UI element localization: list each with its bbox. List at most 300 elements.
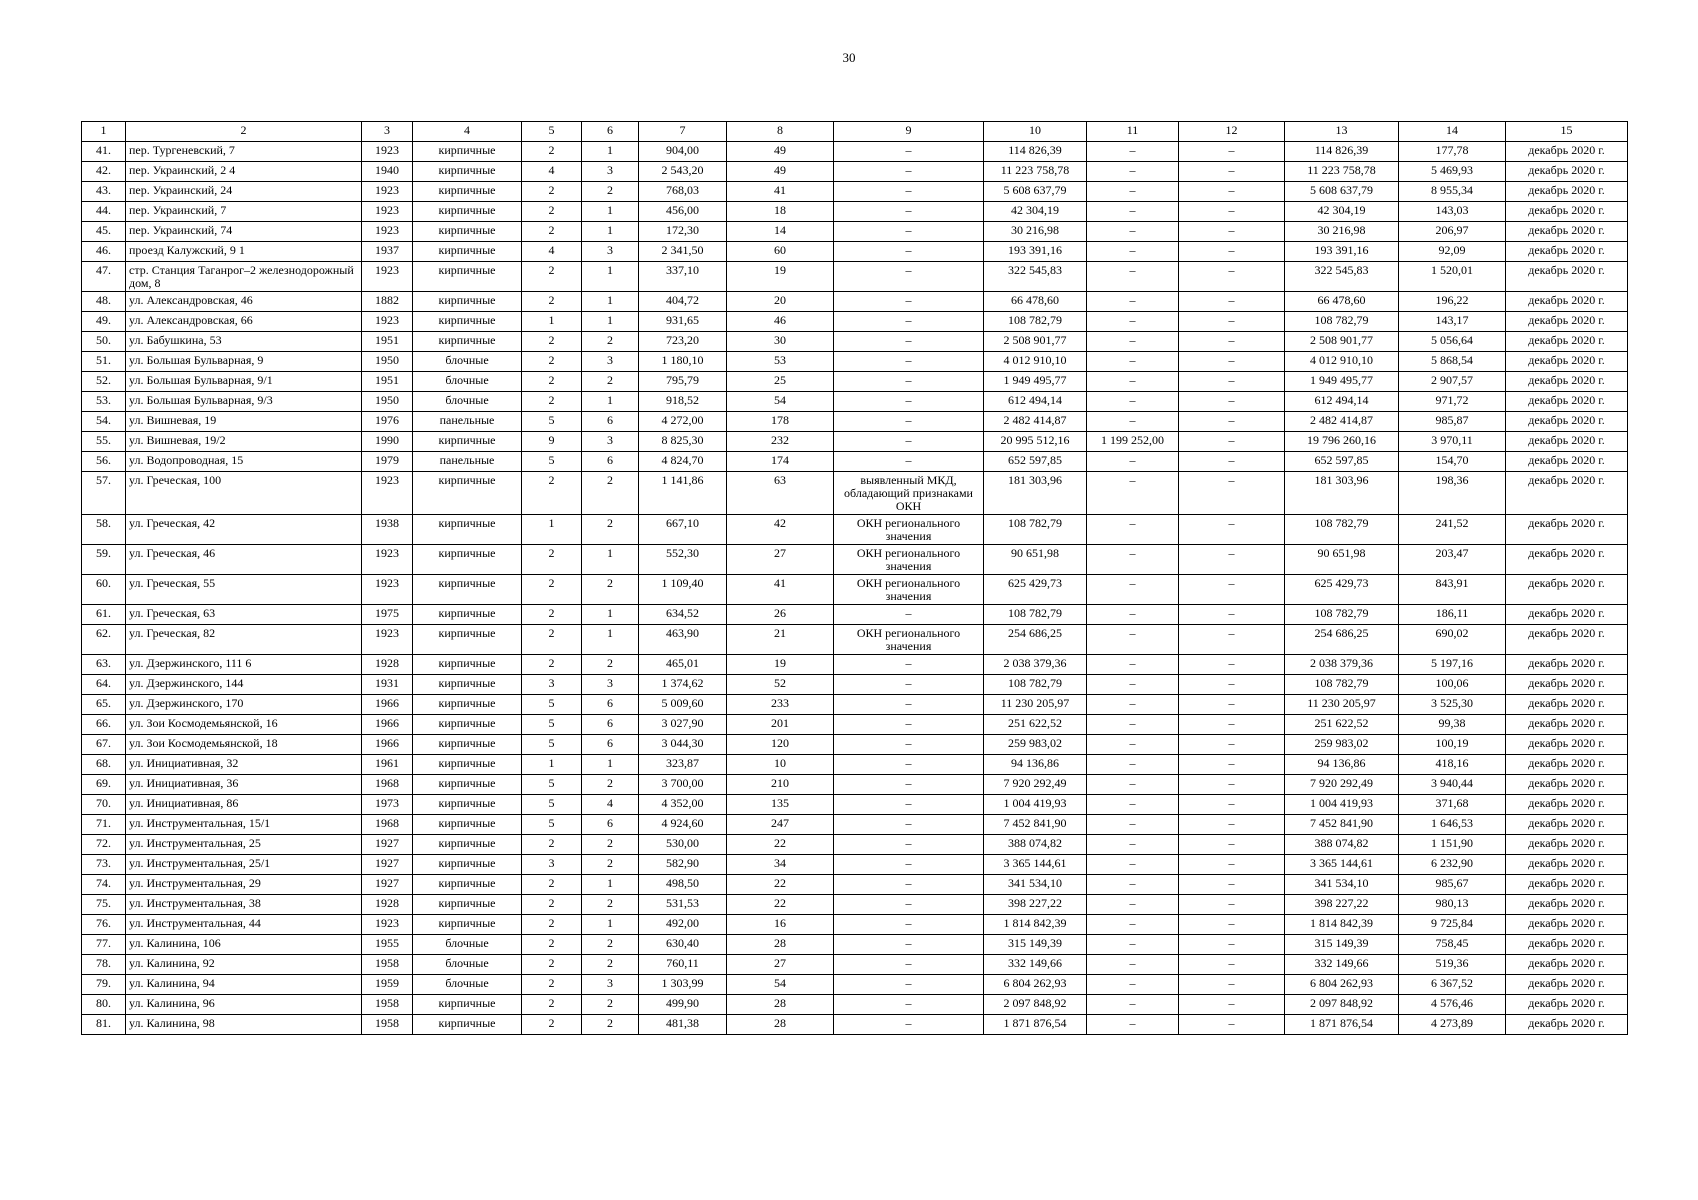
cost-owners-cell: – [1179, 755, 1285, 775]
planned-date-cell: декабрь 2020 г. [1506, 675, 1628, 695]
heritage-status-cell: – [834, 242, 984, 262]
cost-other-cell: 94 136,86 [1285, 755, 1399, 775]
heritage-status-cell: – [834, 432, 984, 452]
floors-cell: 2 [522, 605, 582, 625]
cost-fund-cell: – [1087, 755, 1179, 775]
cost-other-cell: 332 149,66 [1285, 955, 1399, 975]
cost-fund-cell: 1 199 252,00 [1087, 432, 1179, 452]
row-number-cell: 69. [82, 775, 126, 795]
cost-fund-cell: – [1087, 142, 1179, 162]
residents-cell: 28 [727, 1015, 834, 1035]
residents-cell: 26 [727, 605, 834, 625]
table-row [82, 182, 1628, 202]
entrances-cell: 2 [582, 995, 639, 1015]
row-number-cell: 54. [82, 412, 126, 432]
total-area-cell: 5 009,60 [639, 695, 727, 715]
cost-owners-cell: – [1179, 895, 1285, 915]
cost-fund-cell: – [1087, 955, 1179, 975]
entrances-cell: 6 [582, 452, 639, 472]
total-cost-cell: 7 452 841,90 [984, 815, 1087, 835]
cost-other-cell: 254 686,25 [1285, 625, 1399, 655]
cost-fund-cell: – [1087, 855, 1179, 875]
total-area-cell: 463,90 [639, 625, 727, 655]
heritage-status-cell: – [834, 995, 984, 1015]
entrances-cell: 2 [582, 655, 639, 675]
wall-material-cell: кирпичные [413, 895, 522, 915]
planned-date-cell: декабрь 2020 г. [1506, 695, 1628, 715]
planned-date-cell: декабрь 2020 г. [1506, 995, 1628, 1015]
column-number-cell: 3 [362, 122, 413, 142]
planned-date-cell: декабрь 2020 г. [1506, 895, 1628, 915]
wall-material-cell: кирпичные [413, 262, 522, 292]
address-cell: ул. Инициативная, 36 [126, 775, 362, 795]
residents-cell: 178 [727, 412, 834, 432]
cost-other-cell: 1 949 495,77 [1285, 372, 1399, 392]
cost-fund-cell: – [1087, 452, 1179, 472]
address-cell: ул. Инициативная, 86 [126, 795, 362, 815]
row-number-cell: 62. [82, 625, 126, 655]
row-number-cell: 73. [82, 855, 126, 875]
planned-date-cell: декабрь 2020 г. [1506, 202, 1628, 222]
row-number-cell: 46. [82, 242, 126, 262]
floors-cell: 2 [522, 1015, 582, 1035]
year-built-cell: 1955 [362, 935, 413, 955]
wall-material-cell: кирпичные [413, 605, 522, 625]
address-cell: ул. Вишневая, 19/2 [126, 432, 362, 452]
row-number-cell: 77. [82, 935, 126, 955]
floors-cell: 2 [522, 292, 582, 312]
residents-cell: 232 [727, 432, 834, 452]
year-built-cell: 1990 [362, 432, 413, 452]
total-area-cell: 530,00 [639, 835, 727, 855]
floors-cell: 2 [522, 995, 582, 1015]
heritage-status-cell: – [834, 182, 984, 202]
residents-cell: 28 [727, 935, 834, 955]
wall-material-cell: кирпичные [413, 545, 522, 575]
table-row [82, 292, 1628, 312]
total-cost-cell: 108 782,79 [984, 675, 1087, 695]
cost-per-sqm-cell: 99,38 [1399, 715, 1506, 735]
cost-other-cell: 2 482 414,87 [1285, 412, 1399, 432]
total-cost-cell: 3 365 144,61 [984, 855, 1087, 875]
heritage-status-cell: ОКН регионального значения [834, 545, 984, 575]
floors-cell: 2 [522, 955, 582, 975]
cost-other-cell: 259 983,02 [1285, 735, 1399, 755]
cost-other-cell: 341 534,10 [1285, 875, 1399, 895]
planned-date-cell: декабрь 2020 г. [1506, 162, 1628, 182]
wall-material-cell: кирпичные [413, 715, 522, 735]
total-area-cell: 4 272,00 [639, 412, 727, 432]
cost-per-sqm-cell: 985,67 [1399, 875, 1506, 895]
residents-cell: 30 [727, 332, 834, 352]
heritage-status-cell: – [834, 292, 984, 312]
cost-per-sqm-cell: 3 970,11 [1399, 432, 1506, 452]
planned-date-cell: декабрь 2020 г. [1506, 352, 1628, 372]
year-built-cell: 1927 [362, 835, 413, 855]
year-built-cell: 1923 [362, 625, 413, 655]
total-area-cell: 904,00 [639, 142, 727, 162]
planned-date-cell: декабрь 2020 г. [1506, 142, 1628, 162]
total-area-cell: 582,90 [639, 855, 727, 875]
year-built-cell: 1951 [362, 372, 413, 392]
table-row [82, 515, 1628, 545]
cost-other-cell: 322 545,83 [1285, 262, 1399, 292]
cost-other-cell: 7 452 841,90 [1285, 815, 1399, 835]
cost-other-cell: 2 038 379,36 [1285, 655, 1399, 675]
column-number-cell: 7 [639, 122, 727, 142]
floors-cell: 9 [522, 432, 582, 452]
column-number-cell: 11 [1087, 122, 1179, 142]
heritage-status-cell: – [834, 202, 984, 222]
cost-fund-cell: – [1087, 312, 1179, 332]
table-row [82, 935, 1628, 955]
total-cost-cell: 4 012 910,10 [984, 352, 1087, 372]
row-number-cell: 56. [82, 452, 126, 472]
year-built-cell: 1959 [362, 975, 413, 995]
table-row [82, 242, 1628, 262]
total-area-cell: 492,00 [639, 915, 727, 935]
entrances-cell: 6 [582, 412, 639, 432]
row-number-cell: 60. [82, 575, 126, 605]
heritage-status-cell: – [834, 142, 984, 162]
cost-fund-cell: – [1087, 975, 1179, 995]
heritage-status-cell: – [834, 835, 984, 855]
cost-fund-cell: – [1087, 895, 1179, 915]
cost-per-sqm-cell: 2 907,57 [1399, 372, 1506, 392]
row-number-cell: 64. [82, 675, 126, 695]
cost-per-sqm-cell: 241,52 [1399, 515, 1506, 545]
row-number-cell: 43. [82, 182, 126, 202]
cost-other-cell: 108 782,79 [1285, 312, 1399, 332]
total-area-cell: 499,90 [639, 995, 727, 1015]
total-cost-cell: 1 814 842,39 [984, 915, 1087, 935]
year-built-cell: 1923 [362, 202, 413, 222]
total-cost-cell: 1 871 876,54 [984, 1015, 1087, 1035]
residents-cell: 54 [727, 392, 834, 412]
column-number-cell: 1 [82, 122, 126, 142]
row-number-cell: 42. [82, 162, 126, 182]
cost-owners-cell: – [1179, 1015, 1285, 1035]
planned-date-cell: декабрь 2020 г. [1506, 515, 1628, 545]
row-number-cell: 48. [82, 292, 126, 312]
column-number-cell: 12 [1179, 122, 1285, 142]
table-row [82, 412, 1628, 432]
cost-fund-cell: – [1087, 795, 1179, 815]
cost-other-cell: 108 782,79 [1285, 605, 1399, 625]
entrances-cell: 4 [582, 795, 639, 815]
table-row [82, 875, 1628, 895]
total-cost-cell: 66 478,60 [984, 292, 1087, 312]
cost-per-sqm-cell: 690,02 [1399, 625, 1506, 655]
address-cell: пер. Украинский, 24 [126, 182, 362, 202]
total-area-cell: 337,10 [639, 262, 727, 292]
floors-cell: 2 [522, 875, 582, 895]
cost-other-cell: 398 227,22 [1285, 895, 1399, 915]
cost-fund-cell: – [1087, 262, 1179, 292]
residents-cell: 19 [727, 262, 834, 292]
entrances-cell: 3 [582, 432, 639, 452]
cost-fund-cell: – [1087, 202, 1179, 222]
floors-cell: 2 [522, 915, 582, 935]
wall-material-cell: блочные [413, 352, 522, 372]
total-cost-cell: 652 597,85 [984, 452, 1087, 472]
address-cell: ул. Бабушкина, 53 [126, 332, 362, 352]
residents-cell: 27 [727, 955, 834, 975]
cost-owners-cell: – [1179, 472, 1285, 515]
cost-fund-cell: – [1087, 935, 1179, 955]
table-row [82, 605, 1628, 625]
residents-cell: 247 [727, 815, 834, 835]
total-area-cell: 2 543,20 [639, 162, 727, 182]
heritage-status-cell: ОКН регионального значения [834, 575, 984, 605]
heritage-status-cell: – [834, 1015, 984, 1035]
total-area-cell: 465,01 [639, 655, 727, 675]
table-row [82, 995, 1628, 1015]
floors-cell: 2 [522, 575, 582, 605]
cost-other-cell: 2 097 848,92 [1285, 995, 1399, 1015]
wall-material-cell: кирпичные [413, 755, 522, 775]
floors-cell: 2 [522, 352, 582, 372]
total-area-cell: 3 044,30 [639, 735, 727, 755]
year-built-cell: 1958 [362, 995, 413, 1015]
year-built-cell: 1961 [362, 755, 413, 775]
total-area-cell: 481,38 [639, 1015, 727, 1035]
planned-date-cell: декабрь 2020 г. [1506, 715, 1628, 735]
total-cost-cell: 259 983,02 [984, 735, 1087, 755]
heritage-status-cell: – [834, 875, 984, 895]
cost-other-cell: 1 004 419,93 [1285, 795, 1399, 815]
total-cost-cell: 181 303,96 [984, 472, 1087, 515]
address-cell: ул. Большая Бульварная, 9/3 [126, 392, 362, 412]
planned-date-cell: декабрь 2020 г. [1506, 915, 1628, 935]
entrances-cell: 2 [582, 955, 639, 975]
residents-cell: 63 [727, 472, 834, 515]
cost-other-cell: 625 429,73 [1285, 575, 1399, 605]
row-number-cell: 66. [82, 715, 126, 735]
address-cell: ул. Греческая, 63 [126, 605, 362, 625]
row-number-cell: 44. [82, 202, 126, 222]
heritage-status-cell: – [834, 675, 984, 695]
heritage-status-cell: – [834, 815, 984, 835]
total-cost-cell: 315 149,39 [984, 935, 1087, 955]
total-area-cell: 8 825,30 [639, 432, 727, 452]
total-area-cell: 4 352,00 [639, 795, 727, 815]
cost-fund-cell: – [1087, 332, 1179, 352]
residents-cell: 16 [727, 915, 834, 935]
floors-cell: 2 [522, 835, 582, 855]
residents-cell: 46 [727, 312, 834, 332]
heritage-status-cell: – [834, 162, 984, 182]
planned-date-cell: декабрь 2020 г. [1506, 182, 1628, 202]
cost-fund-cell: – [1087, 352, 1179, 372]
year-built-cell: 1950 [362, 392, 413, 412]
table-row [82, 855, 1628, 875]
cost-per-sqm-cell: 4 576,46 [1399, 995, 1506, 1015]
row-number-cell: 70. [82, 795, 126, 815]
total-area-cell: 4 924,60 [639, 815, 727, 835]
planned-date-cell: декабрь 2020 г. [1506, 975, 1628, 995]
cost-owners-cell: – [1179, 815, 1285, 835]
heritage-status-cell: – [834, 605, 984, 625]
wall-material-cell: панельные [413, 452, 522, 472]
row-number-cell: 49. [82, 312, 126, 332]
entrances-cell: 2 [582, 855, 639, 875]
floors-cell: 5 [522, 715, 582, 735]
cost-owners-cell: – [1179, 915, 1285, 935]
cost-other-cell: 193 391,16 [1285, 242, 1399, 262]
residents-cell: 10 [727, 755, 834, 775]
residents-cell: 22 [727, 895, 834, 915]
cost-per-sqm-cell: 519,36 [1399, 955, 1506, 975]
cost-per-sqm-cell: 154,70 [1399, 452, 1506, 472]
row-number-cell: 50. [82, 332, 126, 352]
cost-owners-cell: – [1179, 222, 1285, 242]
cost-per-sqm-cell: 843,91 [1399, 575, 1506, 605]
table-row [82, 735, 1628, 755]
residents-cell: 19 [727, 655, 834, 675]
column-number-cell: 2 [126, 122, 362, 142]
cost-fund-cell: – [1087, 242, 1179, 262]
address-cell: пер. Тургеневский, 7 [126, 142, 362, 162]
total-cost-cell: 108 782,79 [984, 515, 1087, 545]
wall-material-cell: кирпичные [413, 142, 522, 162]
cost-fund-cell: – [1087, 915, 1179, 935]
total-cost-cell: 108 782,79 [984, 312, 1087, 332]
cost-per-sqm-cell: 100,06 [1399, 675, 1506, 695]
planned-date-cell: декабрь 2020 г. [1506, 575, 1628, 605]
entrances-cell: 2 [582, 895, 639, 915]
floors-cell: 4 [522, 242, 582, 262]
residents-cell: 120 [727, 735, 834, 755]
total-cost-cell: 94 136,86 [984, 755, 1087, 775]
planned-date-cell: декабрь 2020 г. [1506, 222, 1628, 242]
total-cost-cell: 193 391,16 [984, 242, 1087, 262]
table-row [82, 715, 1628, 735]
year-built-cell: 1968 [362, 815, 413, 835]
year-built-cell: 1979 [362, 452, 413, 472]
total-cost-cell: 11 223 758,78 [984, 162, 1087, 182]
planned-date-cell: декабрь 2020 г. [1506, 372, 1628, 392]
year-built-cell: 1973 [362, 795, 413, 815]
cost-fund-cell: – [1087, 815, 1179, 835]
heritage-status-cell: – [834, 755, 984, 775]
total-area-cell: 404,72 [639, 292, 727, 312]
heritage-status-cell: – [834, 412, 984, 432]
cost-owners-cell: – [1179, 515, 1285, 545]
entrances-cell: 2 [582, 775, 639, 795]
planned-date-cell: декабрь 2020 г. [1506, 332, 1628, 352]
cost-owners-cell: – [1179, 735, 1285, 755]
year-built-cell: 1938 [362, 515, 413, 545]
row-number-cell: 41. [82, 142, 126, 162]
entrances-cell: 2 [582, 935, 639, 955]
total-area-cell: 323,87 [639, 755, 727, 775]
heritage-status-cell: ОКН регионального значения [834, 625, 984, 655]
row-number-cell: 71. [82, 815, 126, 835]
entrances-cell: 2 [582, 515, 639, 545]
cost-fund-cell: – [1087, 1015, 1179, 1035]
cost-other-cell: 181 303,96 [1285, 472, 1399, 515]
planned-date-cell: декабрь 2020 г. [1506, 472, 1628, 515]
floors-cell: 2 [522, 545, 582, 575]
cost-owners-cell: – [1179, 452, 1285, 472]
planned-date-cell: декабрь 2020 г. [1506, 432, 1628, 452]
heritage-status-cell: – [834, 735, 984, 755]
residents-cell: 27 [727, 545, 834, 575]
cost-fund-cell: – [1087, 875, 1179, 895]
planned-date-cell: декабрь 2020 г. [1506, 242, 1628, 262]
floors-cell: 1 [522, 755, 582, 775]
address-cell: ул. Калинина, 98 [126, 1015, 362, 1035]
wall-material-cell: кирпичные [413, 675, 522, 695]
wall-material-cell: кирпичные [413, 695, 522, 715]
year-built-cell: 1928 [362, 655, 413, 675]
total-cost-cell: 251 622,52 [984, 715, 1087, 735]
residents-cell: 49 [727, 162, 834, 182]
address-cell: ул. Александровская, 66 [126, 312, 362, 332]
wall-material-cell: кирпичные [413, 655, 522, 675]
heritage-status-cell: – [834, 715, 984, 735]
cost-other-cell: 30 216,98 [1285, 222, 1399, 242]
address-cell: ул. Калинина, 92 [126, 955, 362, 975]
year-built-cell: 1923 [362, 312, 413, 332]
table-row [82, 372, 1628, 392]
row-number-cell: 59. [82, 545, 126, 575]
cost-per-sqm-cell: 9 725,84 [1399, 915, 1506, 935]
floors-cell: 5 [522, 815, 582, 835]
total-cost-cell: 2 508 901,77 [984, 332, 1087, 352]
wall-material-cell: кирпичные [413, 775, 522, 795]
planned-date-cell: декабрь 2020 г. [1506, 735, 1628, 755]
total-cost-cell: 332 149,66 [984, 955, 1087, 975]
wall-material-cell: кирпичные [413, 835, 522, 855]
cost-fund-cell: – [1087, 575, 1179, 605]
entrances-cell: 6 [582, 735, 639, 755]
total-area-cell: 630,40 [639, 935, 727, 955]
wall-material-cell: кирпичные [413, 292, 522, 312]
cost-per-sqm-cell: 186,11 [1399, 605, 1506, 625]
residents-cell: 233 [727, 695, 834, 715]
floors-cell: 1 [522, 515, 582, 545]
cost-per-sqm-cell: 198,36 [1399, 472, 1506, 515]
address-cell: ул. Греческая, 82 [126, 625, 362, 655]
cost-owners-cell: – [1179, 835, 1285, 855]
address-cell: ул. Инструментальная, 25/1 [126, 855, 362, 875]
cost-per-sqm-cell: 5 197,16 [1399, 655, 1506, 675]
cost-owners-cell: – [1179, 995, 1285, 1015]
cost-owners-cell: – [1179, 605, 1285, 625]
cost-per-sqm-cell: 143,03 [1399, 202, 1506, 222]
cost-other-cell: 652 597,85 [1285, 452, 1399, 472]
cost-owners-cell: – [1179, 352, 1285, 372]
year-built-cell: 1951 [362, 332, 413, 352]
cost-owners-cell: – [1179, 142, 1285, 162]
wall-material-cell: кирпичные [413, 312, 522, 332]
floors-cell: 2 [522, 142, 582, 162]
residents-cell: 41 [727, 182, 834, 202]
row-number-cell: 76. [82, 915, 126, 935]
entrances-cell: 3 [582, 675, 639, 695]
entrances-cell: 1 [582, 875, 639, 895]
address-cell: ул. Инструментальная, 44 [126, 915, 362, 935]
cost-owners-cell: – [1179, 162, 1285, 182]
row-number-cell: 65. [82, 695, 126, 715]
year-built-cell: 1966 [362, 735, 413, 755]
entrances-cell: 2 [582, 472, 639, 515]
total-cost-cell: 2 038 379,36 [984, 655, 1087, 675]
floors-cell: 5 [522, 412, 582, 432]
cost-other-cell: 66 478,60 [1285, 292, 1399, 312]
